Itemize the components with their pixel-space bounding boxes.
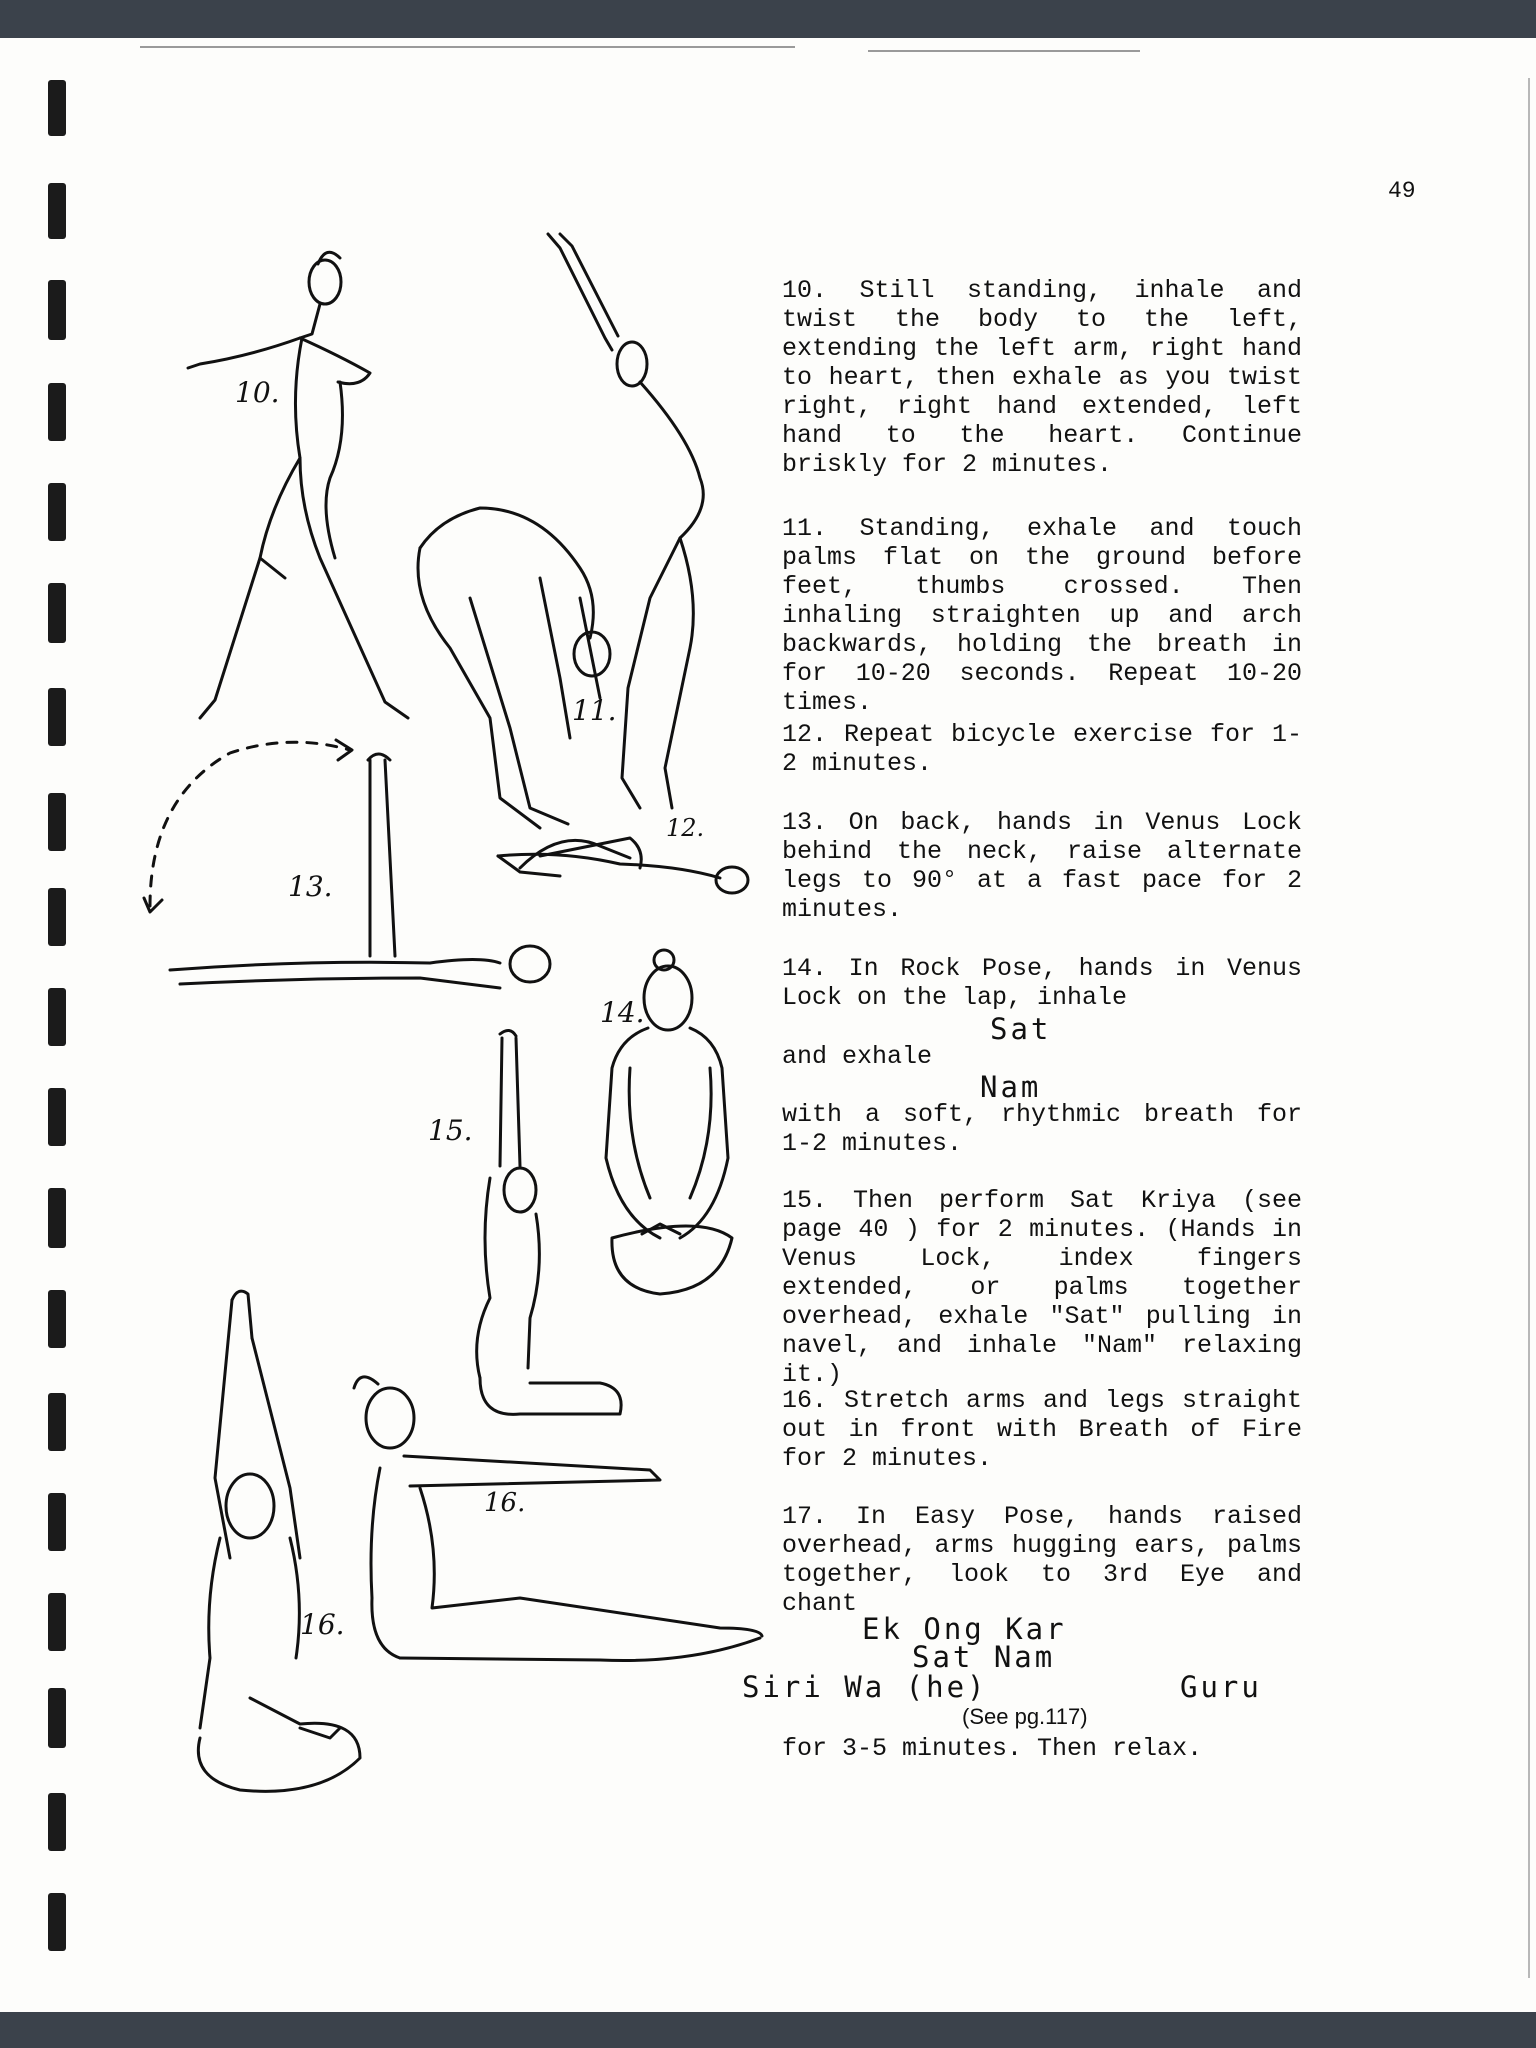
instruction-17: 17. In Easy Pose, hands raised overhead, arms hugging ears, palms together, look to 3rd Eye and chant <box>782 1502 1302 1618</box>
figure-label: 14. <box>600 996 645 1029</box>
figure-13-leg-raise <box>144 740 550 988</box>
figure-label: 10. <box>235 376 280 409</box>
figure-10-standing-twist <box>188 252 408 718</box>
instruction-14-line3: with a soft, rhythmic breath for 1-2 minutes. <box>782 1100 1302 1158</box>
instruction-12: 12. Repeat bicycle exercise for 1-2 minutes. <box>782 720 1302 778</box>
figure-label: 16. <box>300 1608 345 1641</box>
figure-11-forward-bend <box>418 508 610 828</box>
viewer-bottom-bar <box>0 2012 1536 2048</box>
figure-label: 12. <box>666 814 705 842</box>
instruction-14-line2: and exhale <box>782 1042 933 1071</box>
page-reference: (See pg.117) <box>962 1704 1088 1729</box>
chant-sat-nam: Sat Nam <box>912 1640 1056 1674</box>
instruction-10: 10. Still standing, inhale and twist the body to the left, extending the left arm, right hand to heart, then exhale as you twist right, right hand extended, left hand to the heart. Continue briskly for 2 minutes. <box>782 276 1302 479</box>
instruction-16: 16. Stretch arms and legs straight out in front with Breath of Fire for 2 minutes. <box>782 1386 1302 1473</box>
figure-label: 13. <box>288 870 333 903</box>
figure-16-forward-stretch <box>354 1377 762 1661</box>
chant-ek-ong-kar: Ek Ong Kar <box>862 1612 1067 1646</box>
instruction-11: 11. Standing, exhale and touch palms flat on the ground before feet, thumbs crossed. Then inhaling straighten up and arch backwards, holding the breath in for 10-20 seconds. Repeat 10-20 times. <box>782 514 1302 717</box>
figure-label: 16. <box>484 1488 526 1518</box>
viewer-top-bar <box>0 0 1536 38</box>
instruction-14-line1: 14. In Rock Pose, hands in Venus Lock on the lap, inhale <box>782 954 1302 1012</box>
figure-12-bicycle <box>498 838 748 893</box>
chant-siri-wa-he: Siri Wa (he) <box>742 1670 988 1704</box>
instruction-14-chant-nam: Nam <box>980 1070 1042 1104</box>
figure-17-easy-pose <box>198 1291 360 1791</box>
exercise-illustrations <box>0 38 1536 2012</box>
figure-15-sat-kriya <box>477 1030 621 1414</box>
page-number: 49 <box>1388 178 1416 204</box>
closing-line: for 3-5 minutes. Then relax. <box>782 1734 1203 1763</box>
instruction-14-chant-sat: Sat <box>990 1012 1052 1046</box>
scanned-page <box>0 38 1536 2012</box>
figure-label: 15. <box>428 1114 473 1147</box>
figure-label: 11. <box>572 694 617 727</box>
chant-guru: Guru <box>1180 1670 1262 1704</box>
instruction-13: 13. On back, hands in Venus Lock behind the neck, raise alternate legs to 90° at a fast pace for 2 minutes. <box>782 808 1302 924</box>
instruction-15: 15. Then perform Sat Kriya (see page 40 ) for 2 minutes. (Hands in Venus Lock, index fingers extended, or palms together overhead, exhale "Sat" pulling in navel, and inhale "Nam" relaxing it.) <box>782 1186 1302 1389</box>
